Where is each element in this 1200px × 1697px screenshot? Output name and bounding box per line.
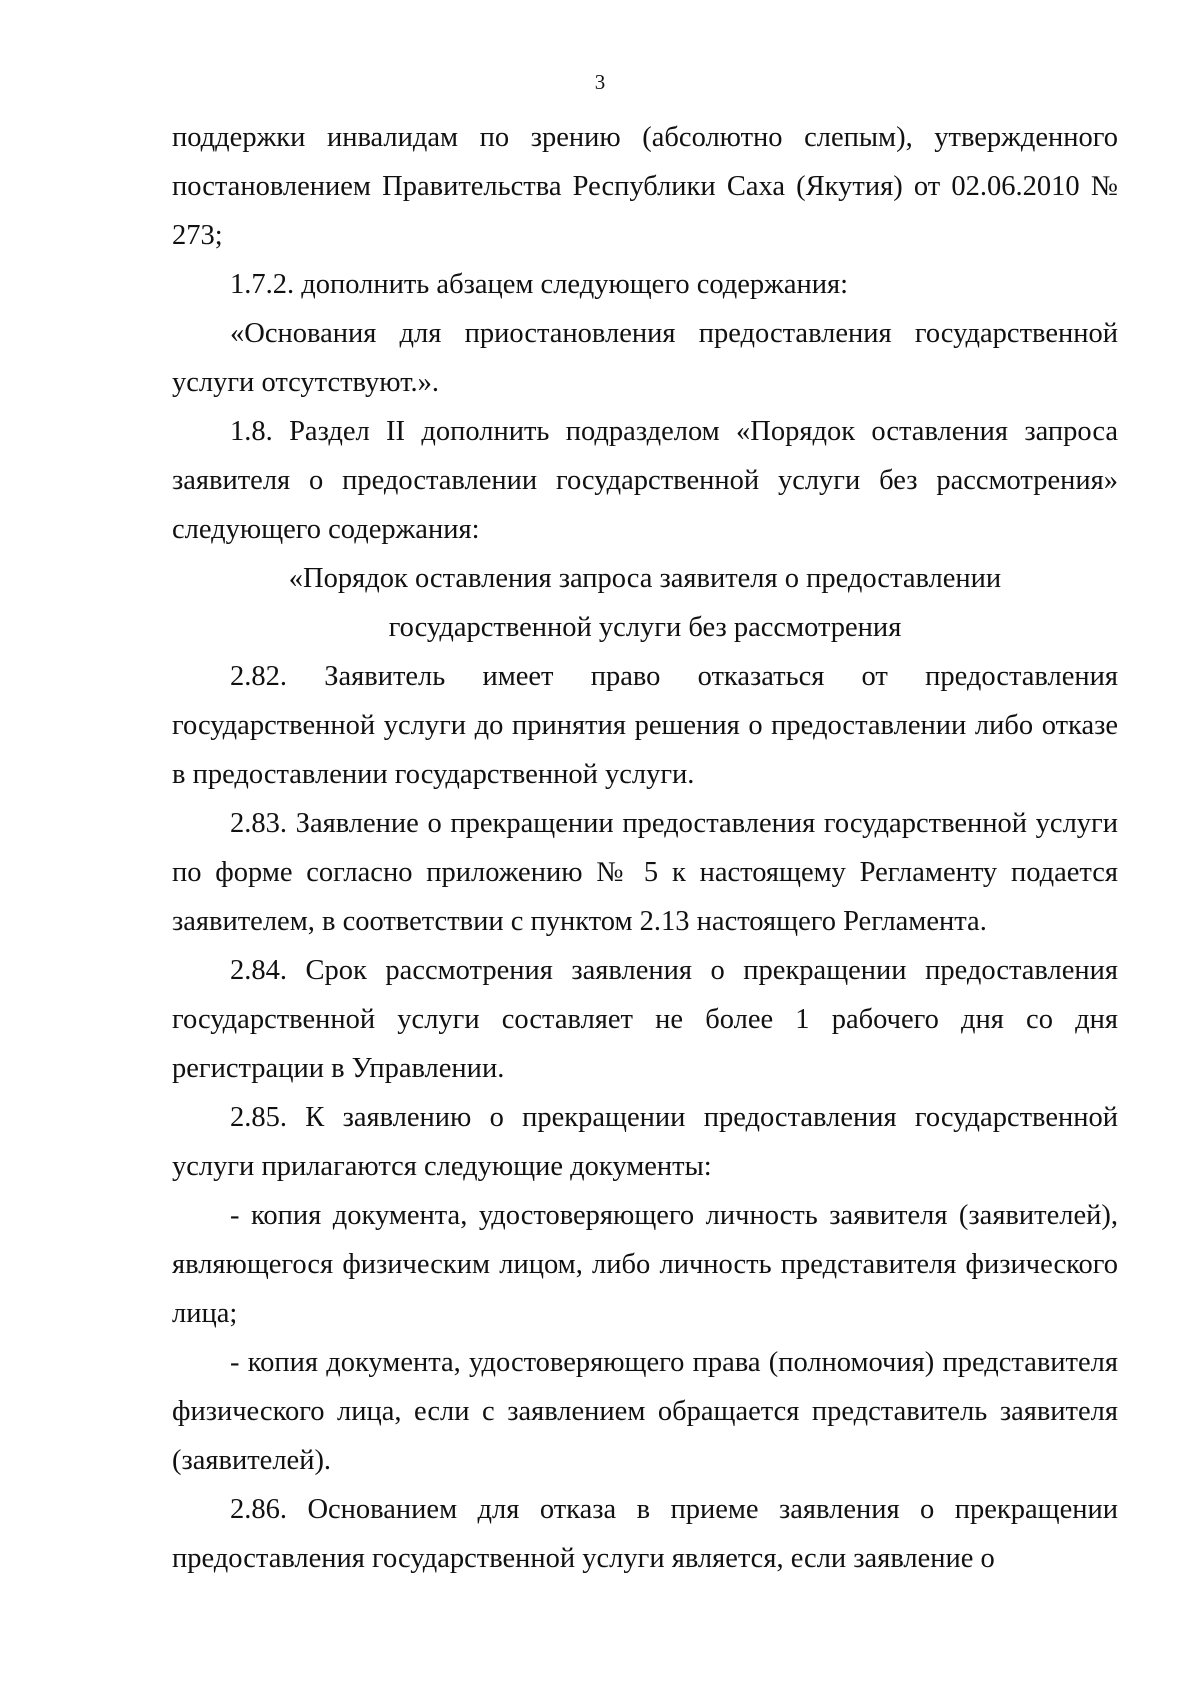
page-number: 3 [594,70,606,94]
subsection-heading-line-2: государственной услуги без рассмотрения [388,612,902,643]
paragraph-2-86: 2.86. Основанием для отказа в приеме заявления о прекращении предоставления государственной услуги является, если заявление о [172,1494,1118,1574]
paragraph-2-84: 2.84. Срок рассмотрения заявления о прекращении предоставления государственной услуги составляет не более 1 рабочего дня со дня регистрации в Управлении. [172,955,1118,1084]
list-item-identity-document: - копия документа, удостоверяющего личность заявителя (заявителей), являющегося физическим лицом, либо личность представителя физического лица; [172,1200,1118,1329]
paragraph-suspension-grounds: «Основания для приостановления предоставления государственной услуги отсутствуют.». [172,318,1118,398]
paragraph-1-7-2: 1.7.2. дополнить абзацем следующего содержания: [230,269,849,300]
paragraph-continuation: поддержки инвалидам по зрению (абсолютно слепым), утвержденного постановлением Правительства Республики Саха (Якутия) от 02.06.2010 № 273; [172,122,1118,251]
document-body [172,113,1118,1583]
paragraph-1-8: 1.8. Раздел II дополнить подразделом «Порядок оставления запроса заявителя о предоставлении государственной услуги без рассмотрения» следующего содержания: [172,416,1118,545]
paragraph-2-83: 2.83. Заявление о прекращении предоставления государственной услуги по форме согласно приложению № 5 к настоящему Регламенту подается заявителем, в соответствии с пунктом 2.13 настоящего Регламента. [172,808,1118,937]
subsection-heading-line-1: «Порядок оставления запроса заявителя о предоставлении [288,563,1002,594]
list-item-authority-document: - копия документа, удостоверяющего права (полномочия) представителя физического лица, если с заявлением обращается представитель заявителя (заявителей). [172,1347,1118,1476]
subsection-heading [172,554,1118,652]
paragraph-2-82: 2.82. Заявитель имеет право отказаться от предоставления государственной услуги до принятия решения о предоставлении либо отказе в предоставлении государственной услуги. [172,661,1118,790]
paragraph-2-85: 2.85. К заявлению о прекращении предоставления государственной услуги прилагаются следующие документы: [172,1102,1118,1182]
